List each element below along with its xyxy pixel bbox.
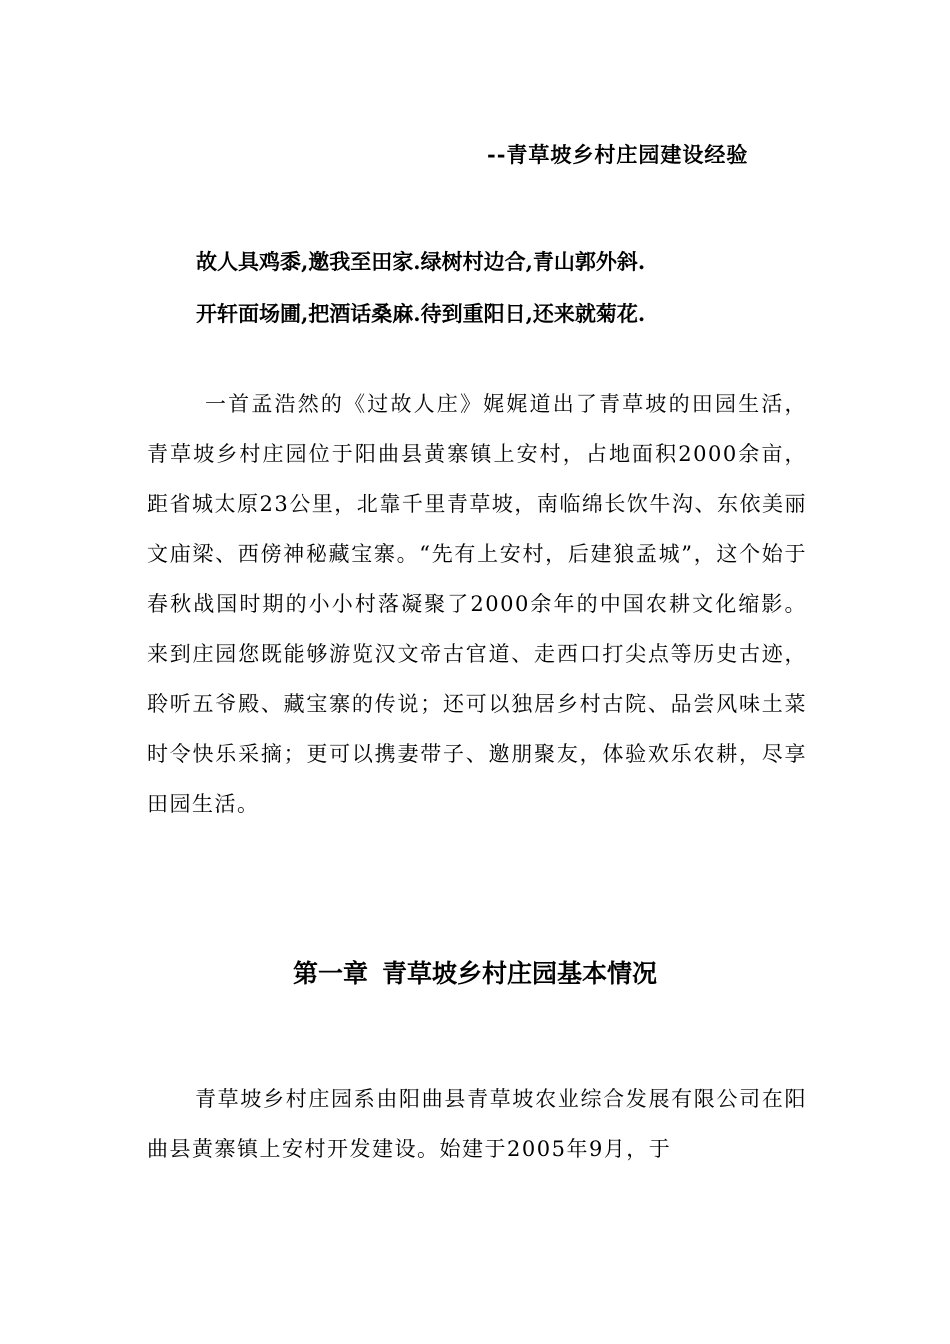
chapter-1-heading: 第一章 青草坡乡村庄园基本情况 — [293, 960, 657, 988]
intro-paragraph: 一首孟浩然的《过故人庄》娓娓道出了青草坡的田园生活，青草坡乡村庄园位于阳曲县黄寨镇上安村，占地面积2000余亩，距省城太原23公里，北靠千里青草坡，南临绵长饮牛沟、东依美丽文庙梁、西傍神秘藏宝寨。“先有上安村，后建狼孟城”，这个始于春秋战国时期的小小村落凝聚了2000余年的中国农耕文化缩影。来到庄园您既能够游览汉文帝古官道、走西口打尖点等历史古迹，聆听五爷殿、藏宝寨的传说；还可以独居乡村古院、品尝风味土菜时令快乐采摘；更可以携妻带子、邀朋聚友，体验欢乐农耕，尽享田园生活。 — [147, 392, 807, 816]
poem-line-1: 故人具鸡黍,邀我至田家.绿树村边合,青山郭外斜. — [196, 249, 646, 274]
poem-line-2: 开轩面场圃,把酒话桑麻.待到重阳日,还来就菊花. — [196, 301, 646, 326]
poem-block — [196, 236, 645, 340]
document-subtitle: --青草坡乡村庄园建设经验 — [487, 142, 749, 167]
chapter-1-paragraph: 青草坡乡村庄园系由阳曲县青草坡农业综合发展有限公司在阳曲县黄寨镇上安村开发建设。始建于2005年9月，于 — [147, 1087, 807, 1161]
